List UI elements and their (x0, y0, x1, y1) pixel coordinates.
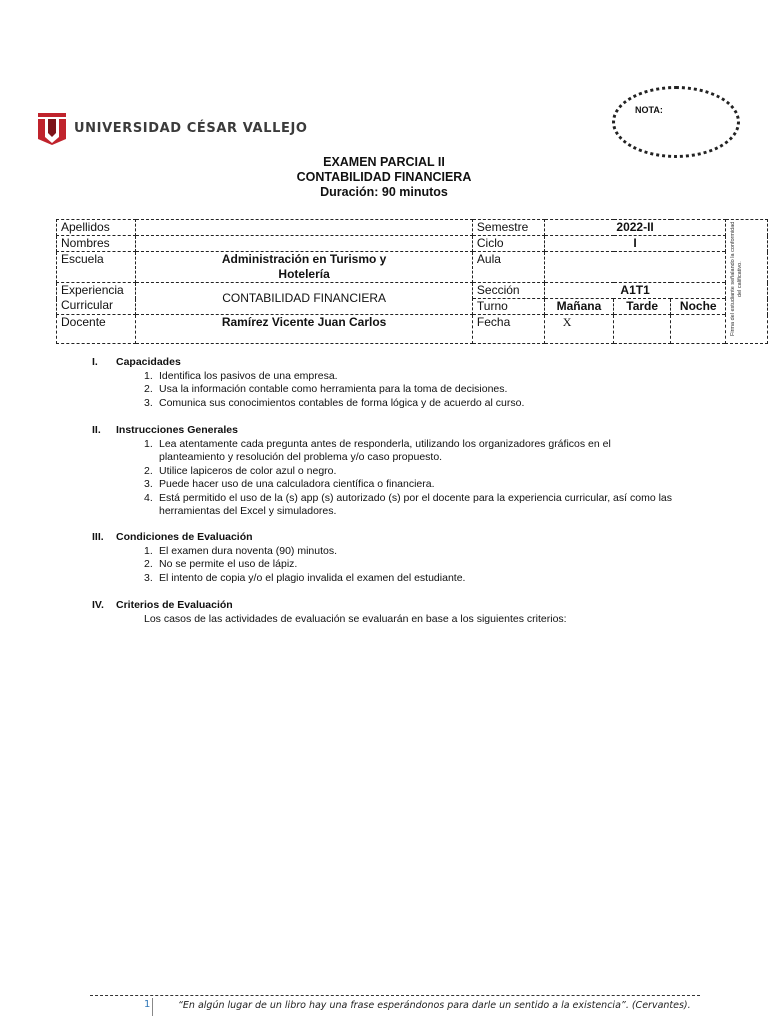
apellidos-field[interactable] (136, 220, 473, 236)
nombres-field[interactable] (136, 236, 473, 252)
section-number: I. (92, 356, 98, 368)
exam-title (0, 155, 768, 200)
section-number: III. (92, 531, 104, 543)
list-item: 3. Puede hacer uso de una calculadora científica o financiera. (144, 478, 435, 490)
footer-separator (152, 998, 153, 1016)
list-item: 4. Está permitido el uso de la (s) app (s) autorizado (s) por el docente para la experiencia curricular, así como las herramientas del Excel y simuladores. (144, 491, 672, 517)
experiencia-value: CONTABILIDAD FINANCIERA (136, 283, 473, 315)
aula-field[interactable] (544, 252, 726, 283)
firma-note: Firma del estudiante señalando la conformidad del calificativo. (730, 221, 744, 337)
escuela-value: Administración en Turismo y Hotelería (136, 252, 473, 283)
list-item: 2. No se permite el uso de lápiz. (144, 558, 298, 570)
grade-label: NOTA: (635, 105, 663, 115)
turno-tarde[interactable]: Tarde (614, 299, 671, 315)
section-title: Instrucciones Generales (116, 424, 238, 436)
footer-divider (90, 995, 700, 996)
section-number: II. (92, 424, 101, 436)
page-number: 1 (144, 999, 151, 1010)
list-item: 1. Lea atentamente cada pregunta antes de responderla, utilizando los organizadores gráficos en el planteamiento y resolución del problema y/o caso propuesto. (144, 437, 611, 463)
section-title: Capacidades (116, 356, 181, 368)
turno-noche-mark[interactable] (671, 315, 726, 344)
exam-course: CONTABILIDAD FINANCIERA (296, 170, 472, 184)
section-capacidades (92, 356, 712, 410)
exam-title-line1: EXAMEN PARCIAL II (323, 155, 445, 169)
list-item: 1. Identifica los pasivos de una empresa. (144, 369, 338, 382)
turno-tarde-mark[interactable] (614, 315, 671, 344)
seccion-label: Sección (472, 283, 544, 299)
section-condiciones (92, 531, 712, 585)
exam-duration: Duración: 90 minutos (320, 185, 448, 199)
section-criterios (92, 599, 712, 626)
student-info-table (56, 219, 768, 344)
nombres-label: Nombres (57, 236, 136, 252)
section-number: IV. (92, 599, 104, 611)
turno-manana-mark: X (544, 315, 613, 344)
turno-noche[interactable]: Noche (671, 299, 726, 315)
escuela-label: Escuela (57, 252, 136, 283)
section-text: Los casos de las actividades de evaluación se evaluarán en base a los siguientes criterios: (144, 612, 567, 625)
semestre-value: 2022-II (544, 220, 726, 236)
turno-manana[interactable]: Mañana (544, 299, 613, 315)
university-logo (36, 110, 308, 146)
section-title: Criterios de Evaluación (116, 599, 233, 611)
fecha-label: Fecha (472, 315, 544, 344)
list-item: 3. El intento de copia y/o el plagio invalida el examen del estudiante. (144, 571, 466, 584)
list-item: 3. Comunica sus conocimientos contables de forma lógica y de acuerdo al curso. (144, 396, 525, 409)
seccion-value: A1T1 (544, 283, 726, 299)
footer-quote: “En algún lugar de un libro hay una frase esperándonos para darle un sentido a la existencia”. (Cervantes). (178, 1000, 691, 1011)
docente-value: Ramírez Vicente Juan Carlos (136, 315, 473, 344)
semestre-label: Semestre (472, 220, 544, 236)
list-item: 1. El examen dura noventa (90) minutos. (144, 544, 338, 557)
grade-box (612, 86, 740, 158)
section-title: Condiciones de Evaluación (116, 531, 253, 543)
aula-label: Aula (472, 252, 544, 283)
section-instrucciones (92, 424, 712, 519)
turno-label: Turno (472, 299, 544, 315)
list-item: 2. Usa la información contable como herramienta para la toma de decisiones. (144, 383, 508, 395)
university-name: UNIVERSIDAD CÉSAR VALLEJO (74, 120, 308, 136)
docente-label: Docente (57, 315, 136, 344)
list-item: 2. Utilice lapiceros de color azul o negro. (144, 464, 337, 477)
experiencia-label: Experiencia Curricular (57, 283, 136, 315)
firma-cell[interactable] (726, 220, 768, 344)
ciclo-value: I (544, 236, 726, 252)
ciclo-label: Ciclo (472, 236, 544, 252)
ucv-shield-icon (36, 111, 68, 145)
apellidos-label: Apellidos (57, 220, 136, 236)
